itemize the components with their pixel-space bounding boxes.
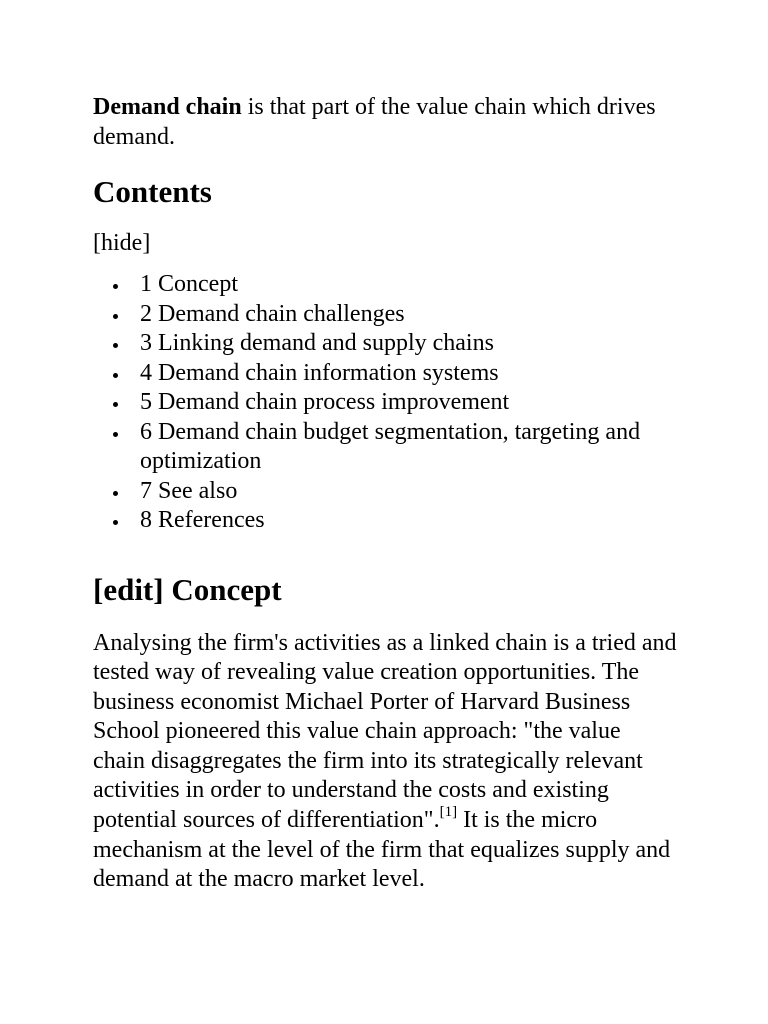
toc-item-references[interactable]: 8 References — [140, 506, 678, 536]
concept-text-part-1: Analysing the firm's activities as a linked chain is a tried and tested way of revealing value creation opportunities. The business economist Michael Porter of Harvard Business School pioneered this value chain approach: "the value chain disaggregates the firm into its strategically relevant activities in order to understand the costs and existing potential sources of differentiation". — [93, 629, 677, 834]
footnote-ref-1[interactable]: [1] — [439, 804, 458, 821]
toc-item-see-also[interactable]: 7 See also — [140, 477, 678, 507]
toc-item-process-improvement[interactable]: 5 Demand chain process improvement — [140, 388, 678, 418]
concept-paragraph — [93, 629, 678, 895]
toc-toggle — [93, 228, 150, 258]
toc-item-information-systems[interactable]: 4 Demand chain information systems — [140, 359, 678, 389]
toc-item-budget-segmentation[interactable]: 6 Demand chain budget segmentation, targeting and optimization — [140, 418, 678, 477]
toc-item-linking[interactable]: 3 Linking demand and supply chains — [140, 329, 678, 359]
section-heading-concept — [93, 572, 678, 608]
edit-link[interactable]: [edit] — [93, 571, 164, 607]
toc-list — [93, 270, 678, 536]
concept-text-part-2: It is the micro mechanism at the level of the firm that equalizes supply and demand at the macro market level. — [93, 807, 671, 893]
hide-toc-link[interactable]: [hide] — [93, 230, 151, 256]
contents-heading: Contents — [93, 174, 212, 209]
intro-paragraph — [93, 92, 678, 152]
toc-item-concept[interactable]: 1 Concept — [140, 270, 678, 300]
article-body — [93, 92, 678, 895]
intro-text: is that part of the value chain which drives demand. — [93, 94, 656, 150]
section-title-text: Concept — [163, 571, 282, 607]
intro-term: Demand chain — [93, 94, 242, 120]
toc-item-challenges[interactable]: 2 Demand chain challenges — [140, 300, 678, 330]
